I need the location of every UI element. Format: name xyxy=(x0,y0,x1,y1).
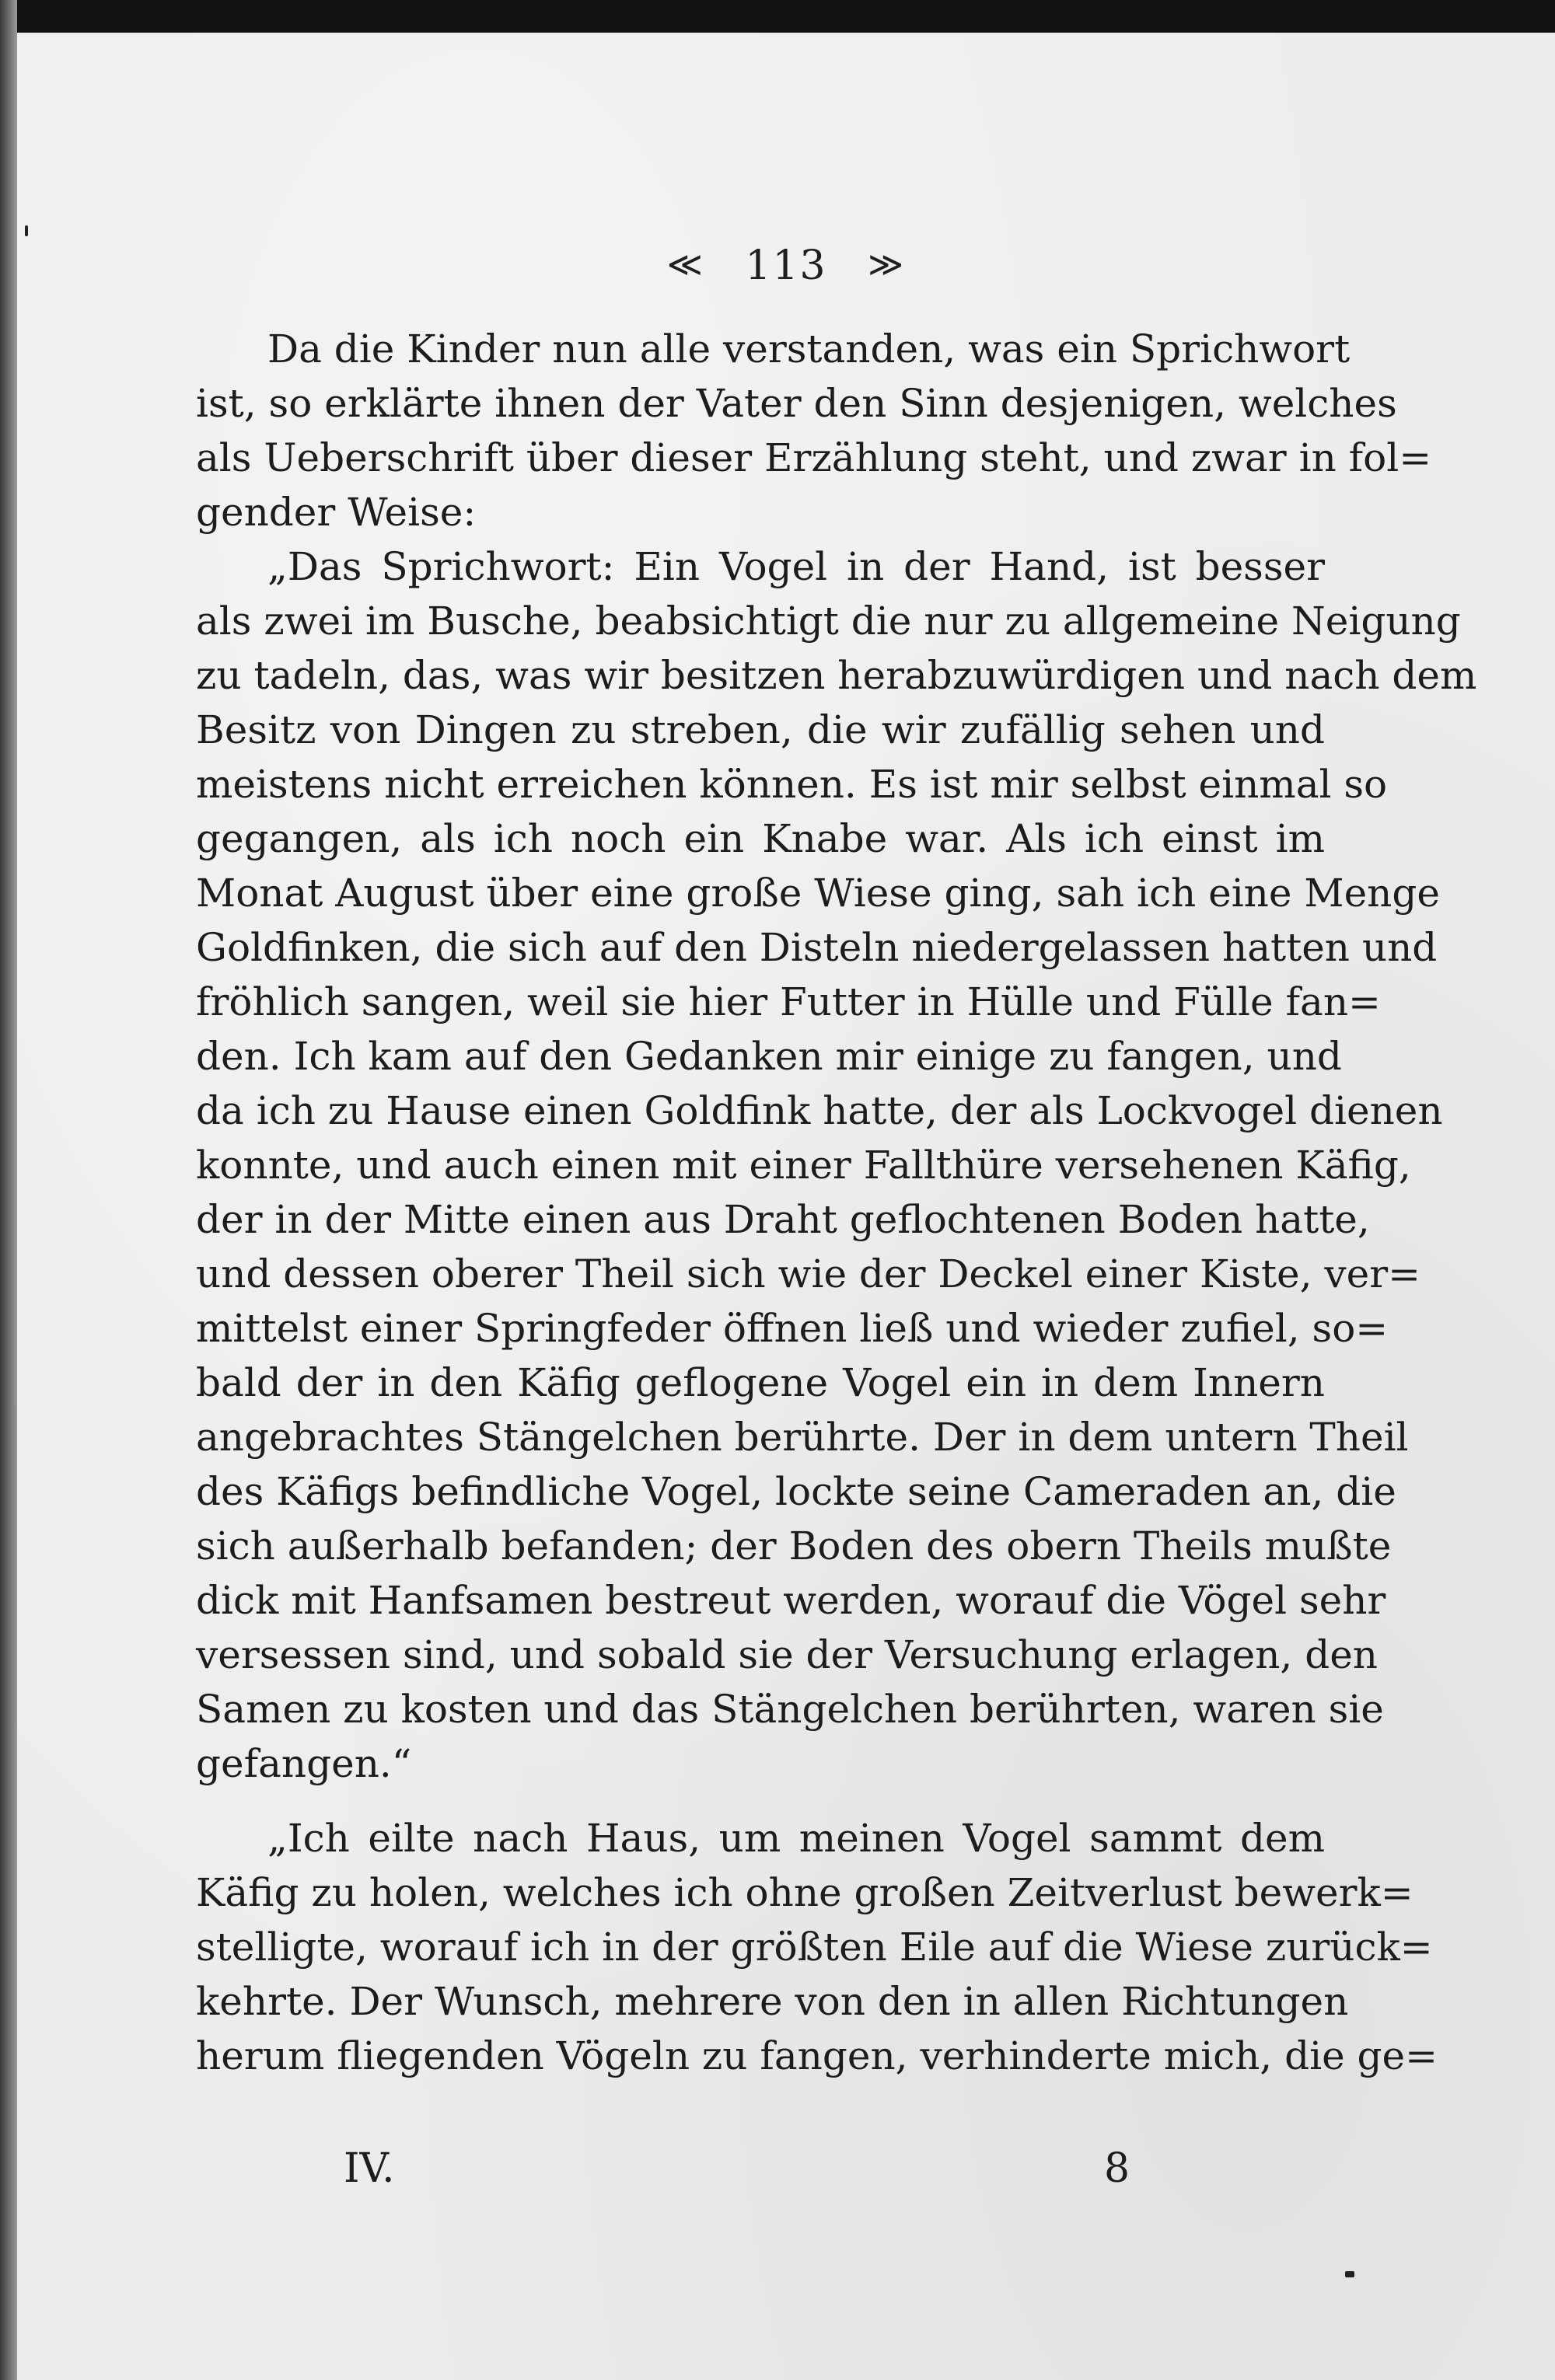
book-page xyxy=(17,33,1555,2380)
text-line: fröhlich sangen, weil sie hier Futter in Hülle und Fülle fan= xyxy=(196,979,1381,1024)
text-line: Da die Kinder nun alle verstanden, was ein Sprichwort xyxy=(267,326,1351,372)
ornament-left: ≪ xyxy=(666,245,704,284)
text-line: ist, so erklärte ihnen der Vater den Sinn desjenigen, welches xyxy=(196,381,1397,426)
text-line: Besitz von Dingen zu streben, die wir zufällig sehen und xyxy=(196,707,1325,752)
text-line: stelligte, worauf ich in der größten Eile auf die Wiese zurück= xyxy=(196,1925,1433,1970)
text-line: der in der Mitte einen aus Draht geflochtenen Boden hatte, xyxy=(196,1197,1370,1242)
text-line: den. Ich kam auf den Gedanken mir einige zu fangen, und xyxy=(196,1034,1342,1079)
text-line: und dessen oberer Theil sich wie der Deckel einer Kiste, ver= xyxy=(196,1251,1421,1296)
text-line: kehrte. Der Wunsch, mehrere von den in allen Richtungen xyxy=(196,1979,1349,2024)
body-text xyxy=(196,322,1477,2083)
text-line: als zwei im Busche, beabsichtigt die nur zu allgemeine Neigung xyxy=(196,598,1461,644)
text-line: zu tadeln, das, was wir besitzen herabzuwürdigen und nach dem xyxy=(196,653,1477,698)
page-header xyxy=(17,243,1555,289)
text-line: als Ueberschrift über dieser Erzählung steht, und zwar in fol= xyxy=(196,435,1432,480)
text-line: meistens nicht erreichen können. Es ist mir selbst einmal so xyxy=(196,762,1388,807)
print-speck xyxy=(1345,2271,1354,2277)
text-line: gegangen, als ich noch ein Knabe war. Als ich einst im xyxy=(196,816,1325,861)
text-line: „Ich eilte nach Haus, um meinen Vogel sammt dem xyxy=(267,1816,1325,1861)
text-line: des Käfigs befindliche Vogel, lockte seine Cameraden an, die xyxy=(196,1469,1396,1514)
text-line: da ich zu Hause einen Goldfink hatte, der als Lockvogel dienen xyxy=(196,1088,1443,1133)
signature-mark: IV. xyxy=(344,2145,395,2192)
text-line: Monat August über eine große Wiese ging, sah ich eine Menge xyxy=(196,871,1440,916)
text-line: versessen sind, und sobald sie der Versuchung erlagen, den xyxy=(196,1632,1378,1677)
text-line: sich außerhalb befanden; der Boden des obern Theils mußte xyxy=(196,1523,1392,1569)
text-line: angebrachtes Stängelchen berührte. Der in dem untern Theil xyxy=(196,1415,1409,1460)
scan-border-left xyxy=(0,0,17,2380)
text-line: gefangen.“ xyxy=(196,1741,412,1786)
scan-border-top xyxy=(0,0,1555,33)
print-speck xyxy=(25,225,28,236)
text-line: bald der in den Käfig geflogene Vogel ein in dem Innern xyxy=(196,1360,1325,1405)
ornament-right: ≫ xyxy=(868,245,906,284)
page-number: 113 xyxy=(745,243,827,289)
text-line: „Das Sprichwort: Ein Vogel in der Hand, ist besser xyxy=(267,544,1325,589)
text-line: Goldfinken, die sich auf den Disteln niedergelassen hatten und xyxy=(196,925,1438,970)
text-line: gender Weise: xyxy=(196,490,477,535)
paragraph-gap xyxy=(196,1791,1325,1811)
sheet-number: 8 xyxy=(1104,2145,1130,2192)
text-line: Samen zu kosten und das Stängelchen berührten, waren sie xyxy=(196,1687,1384,1732)
text-line: herum fliegenden Vögeln zu fangen, verhinderte mich, die ge= xyxy=(196,2033,1438,2078)
text-line: Käfig zu holen, welches ich ohne großen Zeitverlust bewerk= xyxy=(196,1870,1413,1915)
text-line: konnte, und auch einen mit einer Fallthüre versehenen Käfig, xyxy=(196,1143,1411,1188)
text-line: mittelst einer Springfeder öffnen ließ und wieder zufiel, so= xyxy=(196,1306,1389,1351)
text-line: dick mit Hanfsamen bestreut werden, worauf die Vögel sehr xyxy=(196,1578,1386,1623)
